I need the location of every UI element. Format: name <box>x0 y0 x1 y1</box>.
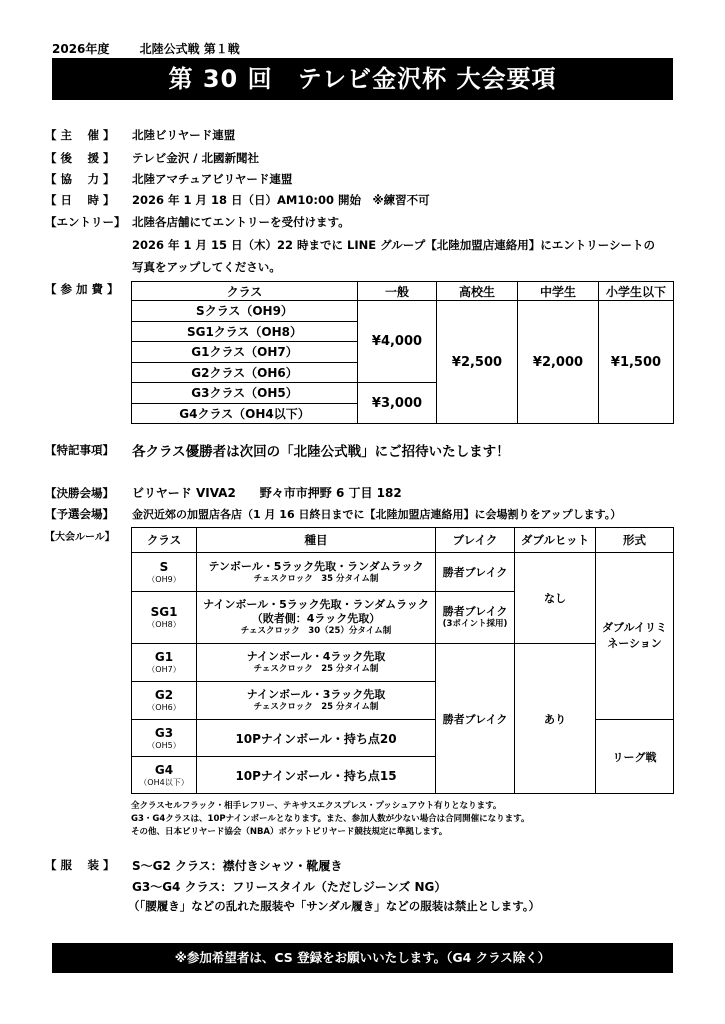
value-organizer: 北陸ビリヤード連盟 <box>132 128 236 142</box>
rules-game: テンボール・5ラック先取・ランダムラック チェスクロック 35 分タイム制 <box>197 553 436 592</box>
rules-class: G3 （OH5） <box>132 720 197 757</box>
rules-class: G4 （OH4以下） <box>132 757 197 794</box>
rules-note: G3・G4クラスは、10Pナインボールとなります。また、参加人数が少ない場合は合同開催になります。 <box>131 814 530 824</box>
label-rules: 【大会ルール】 <box>45 532 115 543</box>
fee-high: ¥2,500 <box>437 301 518 424</box>
rules-game: ナインボール・3ラック先取 チェスクロック 25 分タイム制 <box>197 682 436 720</box>
entry-deadline: 2026 年 1 月 15 日（木）22 時までに LINE グループ【北陸加盟店連絡用】にエントリーシートの <box>132 238 655 252</box>
rules-break-3: 勝者ブレイク <box>436 644 515 794</box>
fee-general-b: ¥3,000 <box>358 383 437 424</box>
rules-header-game: 種目 <box>197 528 436 553</box>
footer-banner: ※参加希望者は、CS 登録をお願いいたします。（G4 クラス除く） <box>52 943 673 973</box>
rules-header-format: 形式 <box>596 528 674 553</box>
fee-class: G4クラス（OH4以下） <box>132 403 358 424</box>
rules-header-double-hit: ダブルヒット <box>515 528 596 553</box>
fee-elementary: ¥1,500 <box>599 301 674 424</box>
rules-class: SG1 （OH8） <box>132 592 197 644</box>
fee-table <box>131 281 674 424</box>
rules-note: 全クラスセルフラック・相手レフリー、テキサスエクスプレス・プッシュアウト有りとなります。 <box>131 801 502 811</box>
fee-class: Sクラス（OH9） <box>132 301 358 322</box>
value-date: 2026 年 1 月 18 日（日）AM10:00 開始 ※練習不可 <box>132 193 430 207</box>
fee-header-middle: 中学生 <box>518 282 599 301</box>
page-title: 第 30 回 テレビ金沢杯 大会要項 <box>52 58 673 100</box>
rules-double-hit-yes: あり <box>515 644 596 794</box>
rules-format-double-elim: ダブルイリミネーション <box>596 553 674 720</box>
rules-class: S （OH9） <box>132 553 197 592</box>
label-final-venue: 【決勝会場】 <box>45 486 114 500</box>
rules-class: G1 （OH7） <box>132 644 197 682</box>
fee-class: G2クラス（OH6） <box>132 362 358 383</box>
fee-header-high: 高校生 <box>437 282 518 301</box>
rules-double-hit-none: なし <box>515 553 596 644</box>
label-fee: 【 参 加 費 】 <box>45 282 119 296</box>
label-organizer: 【 主 催 】 <box>45 128 115 142</box>
value-prelim-venue: 金沢近郊の加盟店各店（1 月 16 日終日までに【北陸加盟店連絡用】に会場割りをアップします。） <box>132 508 622 521</box>
rules-game: 10Pナインボール・持ち点15 <box>197 757 436 794</box>
label-entry: 【エントリー】 <box>45 215 126 229</box>
fee-class: SG1クラス（OH8） <box>132 321 358 342</box>
fee-header-class: クラス <box>132 282 358 301</box>
rules-break-1: 勝者ブレイク <box>436 553 515 592</box>
fee-class: G1クラス（OH7） <box>132 342 358 363</box>
value-final-venue: ビリヤード VIVA2 野々市市押野 6 丁目 182 <box>132 486 402 500</box>
label-date: 【 日 時 】 <box>45 193 115 207</box>
value-support: テレビ金沢 / 北國新聞社 <box>132 151 259 165</box>
season-year: 2026年度 <box>52 42 110 56</box>
label-support: 【 後 援 】 <box>45 151 115 165</box>
value-special: 各クラス優勝者は次回の「北陸公式戦」にご招待いたします！ <box>132 444 510 460</box>
rules-format-league: リーグ戦 <box>596 720 674 794</box>
fee-class: G3クラス（OH5） <box>132 383 358 404</box>
value-entry: 北陸各店舗にてエントリーを受付けます。 <box>132 215 350 229</box>
label-prelim-venue: 【予選会場】 <box>45 507 114 521</box>
label-special: 【特記事項】 <box>45 443 114 457</box>
label-dress: 【 服 装 】 <box>45 858 115 872</box>
header-line <box>52 40 266 57</box>
fee-general-a: ¥4,000 <box>358 301 437 383</box>
rules-note: その他、日本ビリヤード協会（NBA）ポケットビリヤード競技規定に準拠します。 <box>131 827 448 837</box>
series-name: 北陸公式戦 第１戦 <box>139 42 240 56</box>
rules-class: G2 （OH6） <box>132 682 197 720</box>
rules-game: ナインボール・4ラック先取 チェスクロック 25 分タイム制 <box>197 644 436 682</box>
dress-line-1: S～G2 クラス：襟付きシャツ・靴履き <box>132 859 343 873</box>
fee-header-elementary: 小学生以下 <box>599 282 674 301</box>
label-cooperation: 【 協 力 】 <box>45 172 115 186</box>
rules-table <box>131 527 674 794</box>
dress-line-3: （「腰履き」などの乱れた服装や「サンダル履き」などの服装は禁止とします。） <box>128 899 541 913</box>
dress-line-2: G3～G4 クラス：フリースタイル（ただしジーンズ NG） <box>132 880 447 894</box>
fee-header-general: 一般 <box>358 282 437 301</box>
entry-instructions: 写真をアップしてください。 <box>132 260 281 274</box>
fee-middle: ¥2,000 <box>518 301 599 424</box>
rules-header-break: ブレイク <box>436 528 515 553</box>
rules-game: 10Pナインボール・持ち点20 <box>197 720 436 757</box>
value-cooperation: 北陸アマチュアビリヤード連盟 <box>132 172 293 186</box>
rules-game: ナインボール・5ラック先取・ランダムラック （敗者側：4ラック先取） チェスクロック 30（25）分タイム制 <box>197 592 436 644</box>
rules-header-class: クラス <box>132 528 197 553</box>
rules-break-2: 勝者ブレイク (3ポイント採用) <box>436 592 515 644</box>
